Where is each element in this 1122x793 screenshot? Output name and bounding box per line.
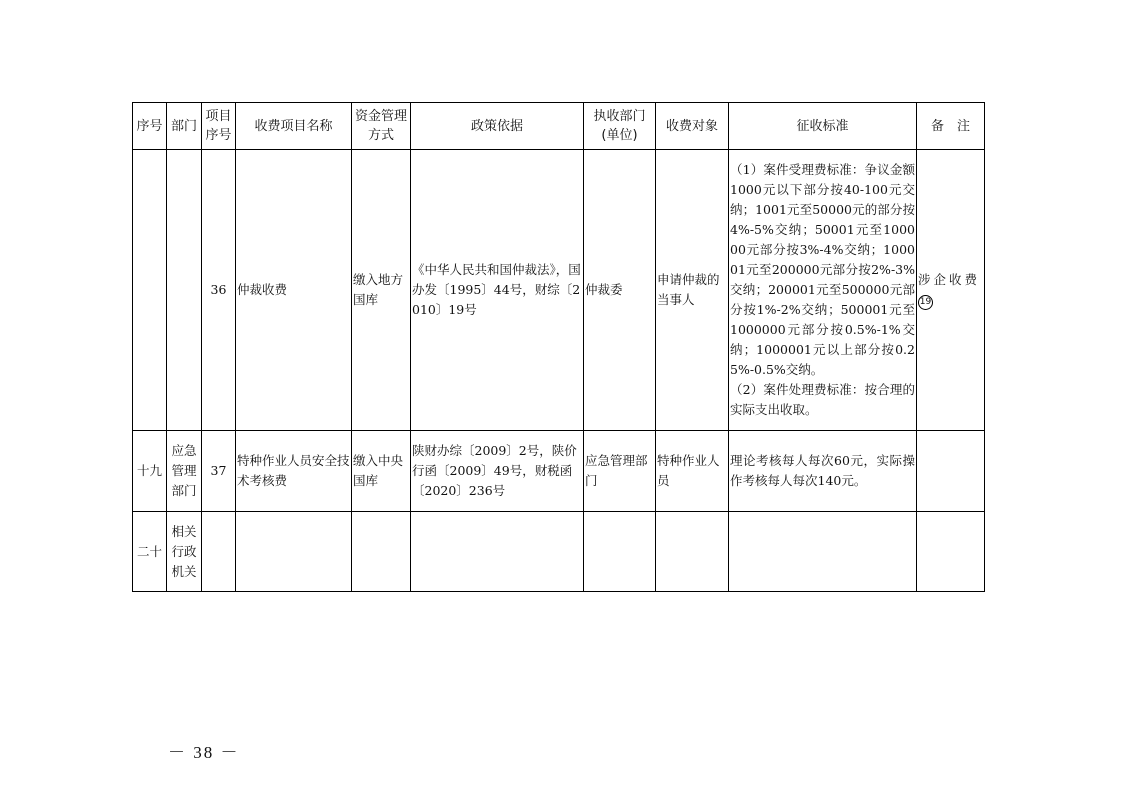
header-item-name: 收费项目名称 <box>236 103 352 150</box>
cell-item-name <box>236 512 352 592</box>
cell-target: 特种作业人员 <box>656 431 729 512</box>
cell-seq <box>133 150 167 431</box>
cell-collector <box>584 512 656 592</box>
remark-text: 涉企收费 <box>918 272 981 287</box>
cell-item-seq: 36 <box>202 150 236 431</box>
header-fund-mgmt-line2: 方式 <box>367 128 394 143</box>
cell-standard <box>729 512 917 592</box>
header-collector <box>584 103 656 150</box>
cell-policy: 《中华人民共和国仲裁法》，国办发〔1995〕44号，财综〔2010〕19号 <box>411 150 584 431</box>
table-row <box>133 150 985 431</box>
header-collector-line2: (单位) <box>601 128 638 143</box>
header-fund-mgmt-line1: 资金管理 <box>354 109 407 124</box>
cell-item-seq: 37 <box>202 431 236 512</box>
cell-collector: 仲裁委 <box>584 150 656 431</box>
standard-paragraph-1: 理论考核每人每次60元，实际操作考核每人每次140元。 <box>730 453 915 488</box>
cell-collector: 应急管理部门 <box>584 431 656 512</box>
header-target: 收费对象 <box>656 103 729 150</box>
table-header-row <box>133 103 985 150</box>
cell-fund-mgmt: 缴入中央国库 <box>352 431 411 512</box>
cell-standard <box>729 431 917 512</box>
cell-target <box>656 512 729 592</box>
table-row <box>133 512 985 592</box>
header-fund-mgmt <box>352 103 411 150</box>
header-collector-line1: 执收部门 <box>593 109 646 124</box>
cell-policy <box>411 512 584 592</box>
header-remark: 备 注 <box>917 103 985 150</box>
cell-remark <box>917 512 985 592</box>
header-seq: 序号 <box>133 103 167 150</box>
cell-fund-mgmt <box>352 512 411 592</box>
header-item-seq <box>202 103 236 150</box>
cell-target: 申请仲裁的当事人 <box>656 150 729 431</box>
cell-dept: 应急管理部门 <box>167 431 202 512</box>
cell-dept <box>167 150 202 431</box>
header-standard: 征收标准 <box>729 103 917 150</box>
cell-remark <box>917 431 985 512</box>
cell-item-seq <box>202 512 236 592</box>
cell-item-name: 特种作业人员安全技术考核费 <box>236 431 352 512</box>
cell-dept: 相关行政机关 <box>167 512 202 592</box>
cell-standard <box>729 150 917 431</box>
cell-policy: 陕财办综〔2009〕2号，陕价行函〔2009〕49号，财税函〔2020〕236号 <box>411 431 584 512</box>
fee-table <box>132 102 985 592</box>
header-policy: 政策依据 <box>411 103 584 150</box>
cell-seq: 十九 <box>133 431 167 512</box>
cell-item-name: 仲裁收费 <box>236 150 352 431</box>
cell-remark <box>917 150 985 431</box>
standard-paragraph-2: （2）案件处理费标准：按合理的实际支出收取。 <box>730 382 915 417</box>
header-item-seq-line2: 序号 <box>205 128 232 143</box>
header-item-seq-line1: 项目 <box>205 109 232 124</box>
standard-paragraph-1: （1）案件受理费标准：争议金额1000元以下部分按40-100元交纳；1001元至50000元的部分按4%-5%交纳；50001元至100000元部分按3%-4%交纳；100001元至200000元部分按2%-3%交纳；200001元至500000元部分按1%-2%交纳；500001元至1000000元部分按0.5%-1%交纳；1000001元以上部分按0.25%-0.5%交纳。 <box>730 162 915 377</box>
header-dept: 部门 <box>167 103 202 150</box>
cell-fund-mgmt: 缴入地方国库 <box>352 150 411 431</box>
table-row <box>133 431 985 512</box>
page-number: － 38 － <box>168 743 240 762</box>
cell-seq: 二十 <box>133 512 167 592</box>
footnote-marker: 19 <box>918 295 933 310</box>
